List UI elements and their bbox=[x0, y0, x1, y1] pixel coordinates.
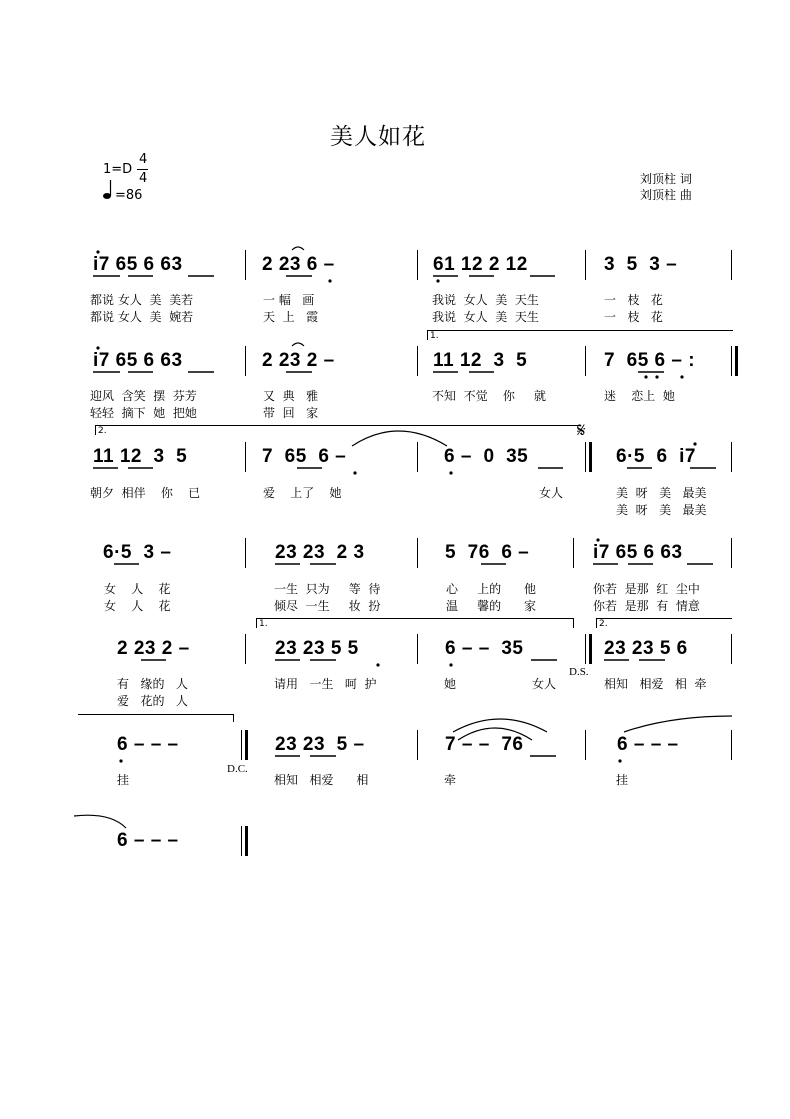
row4-lyric2-m1: 女 人 花 bbox=[104, 599, 171, 613]
row6-lyric1-m3: 牵 bbox=[444, 773, 457, 787]
key-signature: 1=D bbox=[103, 162, 133, 177]
row6-lyric1-m2: 相知 相爱 相 bbox=[274, 773, 369, 787]
time-signature-top: 4 bbox=[139, 152, 148, 167]
volta-label: 2. bbox=[98, 426, 107, 436]
row6-measure2: 23 23 5 – bbox=[275, 734, 365, 755]
row1-lyric1-m3: 我说 女人 美 天生 bbox=[432, 293, 539, 307]
row1-lyric2-m3: 我说 女人 美 天生 bbox=[432, 310, 539, 324]
row5-measure4: 23 23 5 6 bbox=[604, 638, 688, 659]
row1-measure4: 3 5 3 – bbox=[604, 254, 678, 275]
row7-measure1: 6 – – – bbox=[117, 830, 179, 851]
row4-measure4: i7 65 6 63 bbox=[593, 542, 683, 563]
row3-lyric1-m4: 美 呀 美 最美 bbox=[616, 486, 707, 500]
segno-icon: 𝄋 bbox=[577, 418, 586, 442]
row4-measure2: 23 23 2 3 bbox=[275, 542, 365, 563]
row1-lyric2-m4: 一 枝 花 bbox=[604, 310, 663, 324]
row6-measure1: 6 – – – bbox=[117, 734, 179, 755]
dc-marking: D.C. bbox=[227, 763, 248, 775]
row5-measure2: 23 23 5 5 bbox=[275, 638, 359, 659]
row4-lyric2-m2: 倾尽 一生 妆 扮 bbox=[274, 599, 381, 613]
volta-label: 1. bbox=[259, 619, 268, 629]
row2-lyric1-m3: 不知 不觉 你 就 bbox=[432, 389, 546, 403]
row2-measure2: 2 23 2 – bbox=[262, 350, 335, 371]
row1-lyric2-m1: 都说 女人 美 婉若 bbox=[90, 310, 194, 324]
time-signature-bottom: 4 bbox=[139, 171, 148, 186]
row3-lyric2-m4: 美 呀 美 最美 bbox=[616, 503, 707, 517]
row2-lyric1-m4: 迷 恋上 她 bbox=[604, 389, 675, 403]
row1-lyric2-m2: 天 上 霞 bbox=[263, 310, 319, 324]
row1-measure2: 2 23 6 – bbox=[262, 254, 335, 275]
row4-measure3: 5 76 6 – bbox=[445, 542, 530, 563]
song-title: 美人如花 bbox=[330, 124, 426, 150]
row5-measure3: 6 – – 35 bbox=[445, 638, 524, 659]
row5-measure1: 2 23 2 – bbox=[117, 638, 190, 659]
row3-lyric1-m2: 爱 上了 她 bbox=[263, 486, 342, 500]
row2-lyric2-m2: 带 回 家 bbox=[263, 406, 319, 420]
row2-lyric2-m1: 轻轻 摘下 她 把她 bbox=[90, 406, 197, 420]
row5-lyric1-m4: 相知 相爱 相 牵 bbox=[604, 677, 707, 691]
beam-lines bbox=[93, 276, 716, 756]
row4-lyric1-m2: 一生 只为 等 待 bbox=[274, 582, 381, 596]
octave-dots bbox=[96, 250, 696, 762]
row5-lyric1-m3: 她 bbox=[444, 677, 457, 691]
row1-lyric1-m1: 都说 女人 美 美若 bbox=[90, 293, 194, 307]
row2-measure4: 7 65 6 – : bbox=[604, 350, 696, 371]
row3-measure4: 6·5 6 i7 bbox=[616, 446, 696, 467]
row4-lyric1-m4: 你若 是那 红 尘中 bbox=[593, 582, 700, 596]
composer-credit: 刘顶柱 曲 bbox=[640, 188, 692, 202]
row1-lyric1-m4: 一 枝 花 bbox=[604, 293, 663, 307]
row4-lyric2-m4: 你若 是那 有 情意 bbox=[593, 599, 700, 613]
row5-lyric1-m2: 请用 一生 呵 护 bbox=[274, 677, 377, 691]
row1-measure3: 61 12 2 12 bbox=[433, 254, 528, 275]
row2-measure1: i7 65 6 63 bbox=[93, 350, 183, 371]
row3-lyric1-m3: 女人 bbox=[539, 486, 564, 500]
row6-measure3: 7 – – 76 bbox=[445, 734, 524, 755]
volta-label: 1. bbox=[430, 331, 439, 341]
row4-lyric1-m3: 心 上的 他 bbox=[446, 582, 536, 596]
volta-label: 2. bbox=[599, 619, 608, 629]
row2-measure3: 11 12 3 5 bbox=[433, 350, 528, 371]
row6-lyric1-m4: 挂 bbox=[616, 773, 629, 787]
row3-lyric1-m1: 朝夕 相伴 你 已 bbox=[90, 486, 201, 500]
row5-lyric1-m1: 有 缘的 人 bbox=[117, 677, 188, 691]
row3-measure2: 7 65 6 – bbox=[262, 446, 347, 467]
tempo-marking: =86 bbox=[115, 188, 143, 203]
row5-lyric1-m3b: 女人 bbox=[532, 677, 557, 691]
lyricist-credit: 刘顶柱 词 bbox=[640, 172, 692, 186]
row5-lyric2-m1: 爱 花的 人 bbox=[117, 694, 188, 708]
row2-lyric1-m1: 迎风 含笑 摆 芬芳 bbox=[90, 389, 197, 403]
row6-lyric1-m1: 挂 bbox=[117, 773, 130, 787]
row4-lyric1-m1: 女 人 花 bbox=[104, 582, 171, 596]
row4-lyric2-m3: 温 馨的 家 bbox=[446, 599, 536, 613]
row2-lyric1-m2: 又 典 雅 bbox=[263, 389, 319, 403]
row1-measure1: i7 65 6 63 bbox=[93, 254, 183, 275]
ds-marking: D.S. bbox=[569, 666, 589, 678]
slurs bbox=[74, 247, 732, 828]
row3-measure3: 6 – 0 35 bbox=[444, 446, 529, 467]
row6-measure4: 6 – – – bbox=[617, 734, 679, 755]
row1-lyric1-m2: 一 幅 画 bbox=[263, 293, 315, 307]
row4-measure1: 6·5 3 – bbox=[103, 542, 172, 563]
row3-measure1: 11 12 3 5 bbox=[93, 446, 188, 467]
